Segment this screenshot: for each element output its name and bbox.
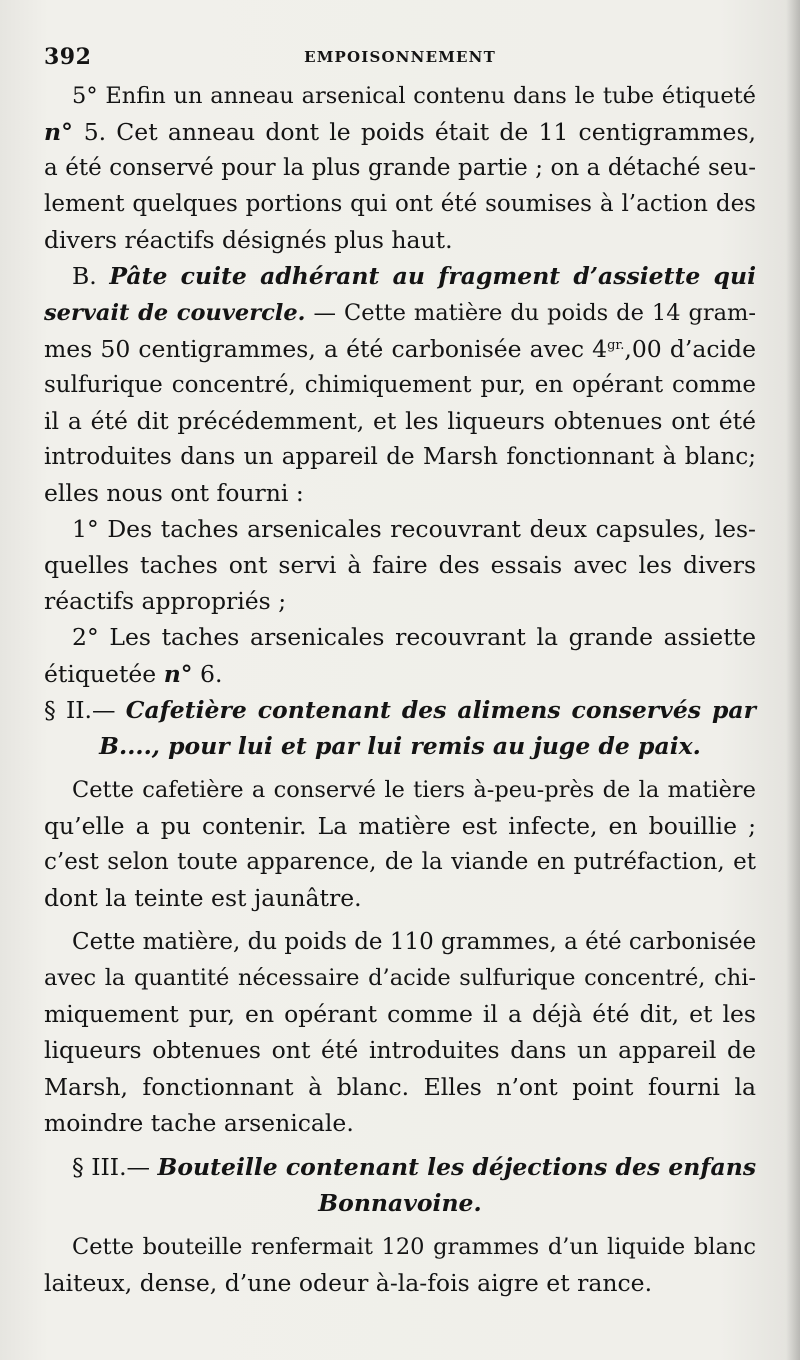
line-text: laiteux, dense, d’une odeur à-la-fois aigre et rance. bbox=[44, 1269, 653, 1297]
line-text: n° bbox=[44, 118, 84, 147]
text-line bbox=[44, 1105, 756, 1141]
text-line bbox=[44, 1032, 756, 1068]
page-header bbox=[44, 44, 756, 74]
text-line bbox=[44, 295, 756, 331]
line-text: Cette cafetière a conservé le tiers à-peu-près de la matière bbox=[72, 776, 756, 803]
line-text: — Cette matière du poids de 14 gram- bbox=[305, 299, 756, 326]
text-line bbox=[44, 924, 756, 960]
section-b-heading bbox=[44, 258, 756, 294]
line-text: elles nous ont fourni : bbox=[44, 479, 304, 508]
line-text: 5. Cet anneau dont le poids était de 11 centigrammes, bbox=[83, 118, 756, 147]
superscript: gr. bbox=[607, 337, 625, 353]
text-line bbox=[44, 808, 756, 844]
section-label: B. bbox=[72, 262, 110, 291]
page-number: 392 bbox=[44, 44, 92, 70]
page-gutter-shadow bbox=[786, 0, 800, 1360]
line-text: ,00 d’acide bbox=[624, 334, 756, 363]
line-text: 1° Des taches arsenicales recouvrant deux capsules, les- bbox=[72, 515, 756, 544]
section-title: Cafetière contenant des alimens conservés par bbox=[125, 695, 756, 724]
section-title: Pâte cuite adhérant au fragment d’assiette qui bbox=[109, 262, 756, 291]
list-item bbox=[44, 511, 756, 547]
section-title: B...., pour lui et par lui remis au juge de paix. bbox=[99, 731, 701, 760]
text-line bbox=[44, 475, 756, 511]
line-text: étiquetée bbox=[44, 659, 164, 688]
text-line bbox=[44, 844, 756, 880]
line-text: 6. bbox=[192, 659, 223, 688]
line-text: lement quelques portions qui ont été soumises à l’action des bbox=[44, 191, 756, 218]
line-text: Cette matière, du poids de 110 grammes, a été carbonisée bbox=[72, 929, 757, 956]
section-iii-heading bbox=[44, 1149, 756, 1185]
running-title: EMPOISONNEMENT bbox=[304, 48, 496, 66]
line-text: moindre tache arsenicale. bbox=[44, 1108, 354, 1137]
line-text: liqueurs obtenues ont été introduites dans un appareil de bbox=[44, 1036, 756, 1065]
line-text: divers réactifs désignés plus haut. bbox=[44, 226, 453, 255]
spacer bbox=[44, 1141, 756, 1149]
section-ii-heading-cont bbox=[44, 728, 756, 764]
text-line bbox=[44, 880, 756, 916]
line-text: sulfurique concentré, chimiquement pur, en opérant comme bbox=[44, 371, 756, 398]
section-ii-heading bbox=[44, 692, 756, 728]
line-text: mes 50 centigrammes, a été carbonisée avec 4 bbox=[44, 334, 608, 363]
text-line bbox=[44, 331, 756, 367]
line-text: n° bbox=[163, 659, 193, 688]
text-line bbox=[44, 996, 756, 1032]
text-line bbox=[44, 114, 756, 150]
text-line bbox=[44, 1265, 756, 1301]
text-line bbox=[44, 222, 756, 258]
line-text: a été conservé pour la plus grande partie ; on a détaché seu- bbox=[44, 155, 756, 182]
text-line bbox=[44, 656, 756, 692]
line-text: dont la teinte est jaunâtre. bbox=[44, 884, 362, 913]
line-text: introduites dans un appareil de Marsh fonctionnant à blanc; bbox=[44, 443, 756, 470]
text-line bbox=[44, 78, 756, 114]
section-label: § II.— bbox=[44, 695, 126, 724]
section-title: Bonnavoine. bbox=[318, 1188, 482, 1217]
page-body bbox=[44, 78, 756, 1301]
text-line bbox=[44, 547, 756, 583]
section-label: § III.— bbox=[72, 1152, 158, 1181]
line-text: c’est selon toute apparence, de la viande en putréfaction, et bbox=[44, 848, 756, 875]
section-title: servait de couvercle. bbox=[44, 299, 306, 326]
text-line bbox=[44, 367, 756, 403]
text-line bbox=[44, 1229, 756, 1265]
line-text: qu’elle a pu contenir. La matière est infecte, en bouillie ; bbox=[44, 811, 756, 840]
text-line bbox=[44, 583, 756, 619]
spacer bbox=[44, 1221, 756, 1229]
line-text: miquement pur, en opérant comme il a déjà été dit, et les bbox=[44, 1000, 756, 1029]
text-line bbox=[44, 150, 756, 186]
line-text: Marsh, fonctionnant à blanc. Elles n’ont point fourni la bbox=[44, 1072, 756, 1101]
spacer bbox=[44, 764, 756, 772]
list-item bbox=[44, 619, 756, 655]
text-line bbox=[44, 1069, 756, 1105]
line-text: quelles taches ont servi à faire des essais avec les divers bbox=[44, 551, 756, 580]
text-line bbox=[44, 186, 756, 222]
text-line bbox=[44, 403, 756, 439]
text-line bbox=[44, 960, 756, 996]
text-line bbox=[44, 772, 756, 808]
line-text: Cette bouteille renfermait 120 grammes d’un liquide blanc bbox=[72, 1233, 756, 1260]
spacer bbox=[44, 916, 756, 924]
section-title: Bouteille contenant les déjections des enfans bbox=[157, 1152, 757, 1181]
line-text: avec la quantité nécessaire d’acide sulfurique concentré, chi- bbox=[44, 965, 756, 992]
line-text: réactifs appropriés ; bbox=[44, 587, 287, 616]
line-text: 2° Les taches arsenicales recouvrant la grande assiette bbox=[72, 623, 756, 652]
line-text: 5° Enfin un anneau arsenical contenu dans le tube étiqueté bbox=[72, 83, 756, 109]
section-iii-heading-cont bbox=[44, 1185, 756, 1221]
text-line bbox=[44, 439, 756, 475]
line-text: il a été dit précédemment, et les liqueurs obtenues ont été bbox=[44, 406, 756, 435]
